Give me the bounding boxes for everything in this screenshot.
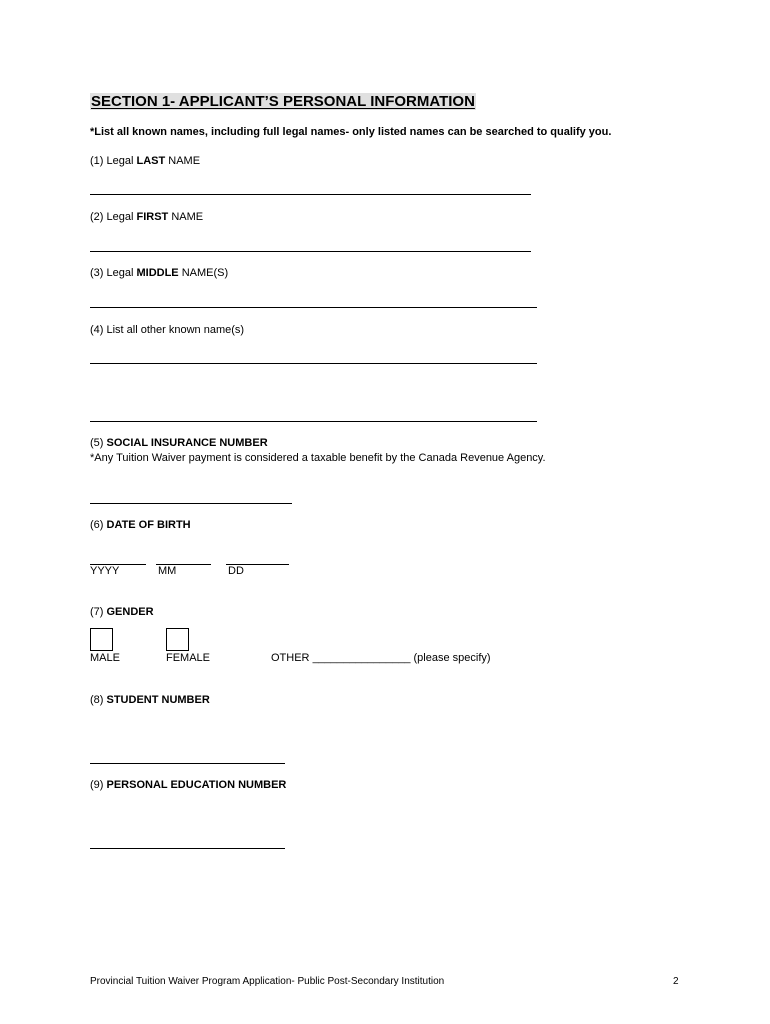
label-prefix: (2) Legal [90,211,137,223]
male-label: MALE [90,652,120,664]
student-number-label [90,694,210,706]
names-note: *List all known names, including full legal names- only listed names can be searched to qualify you. [90,126,612,138]
dob-year-label: YYYY [90,565,120,577]
other-label: OTHER [271,652,310,664]
dob-label [90,519,191,531]
dob-month-label: MM [158,565,177,577]
other-gender-row [271,652,491,664]
label-bold: DATE OF BIRTH [106,519,191,531]
sin-label [90,437,268,449]
label-bold: LAST [136,155,166,167]
legal-middle-name-line[interactable] [90,307,537,308]
other-names-line-2[interactable] [90,421,537,422]
dob-day-label: DD [228,565,244,577]
pen-line[interactable] [90,848,285,849]
label-bold: FIRST [136,211,169,223]
sin-line[interactable] [90,503,292,504]
page-number: 2 [673,976,679,987]
legal-last-name-label [90,155,200,167]
student-number-line[interactable] [90,763,285,764]
label-prefix: (7) [90,606,107,618]
label-bold: GENDER [106,606,154,618]
other-names-line-1[interactable] [90,363,537,364]
label-bold: PERSONAL EDUCATION NUMBER [106,779,287,791]
label-prefix: (9) [90,779,107,791]
label-prefix: (1) Legal [90,155,137,167]
gender-label [90,606,154,618]
legal-last-name-line[interactable] [90,194,531,195]
male-checkbox[interactable] [90,628,113,651]
sin-note: *Any Tuition Waiver payment is considered a taxable benefit by the Canada Revenue Agency. [90,452,546,464]
legal-first-name-label [90,211,203,223]
legal-first-name-line[interactable] [90,251,531,252]
label-suffix: NAME [168,211,204,223]
legal-middle-name-label [90,267,228,279]
female-checkbox[interactable] [166,628,189,651]
label-prefix: (5) [90,437,107,449]
label-suffix: NAME(S) [178,267,229,279]
pen-label [90,779,286,791]
label-prefix: (6) [90,519,107,531]
footer-text: Provincial Tuition Waiver Program Application- Public Post-Secondary Institution [90,976,445,987]
label-bold: STUDENT NUMBER [106,694,210,706]
label-bold: MIDDLE [136,267,179,279]
other-specify-field[interactable]: ________________ [312,652,411,664]
section-title: SECTION 1- APPLICANT’S PERSONAL INFORMATION [91,93,475,110]
label-suffix: NAME [165,155,201,167]
female-label: FEMALE [166,652,211,664]
label-bold: SOCIAL INSURANCE NUMBER [106,437,268,449]
please-specify-label: (please specify) [413,652,491,664]
label-prefix: (8) [90,694,107,706]
other-names-label: (4) List all other known name(s) [90,324,245,336]
label-prefix: (3) Legal [90,267,137,279]
